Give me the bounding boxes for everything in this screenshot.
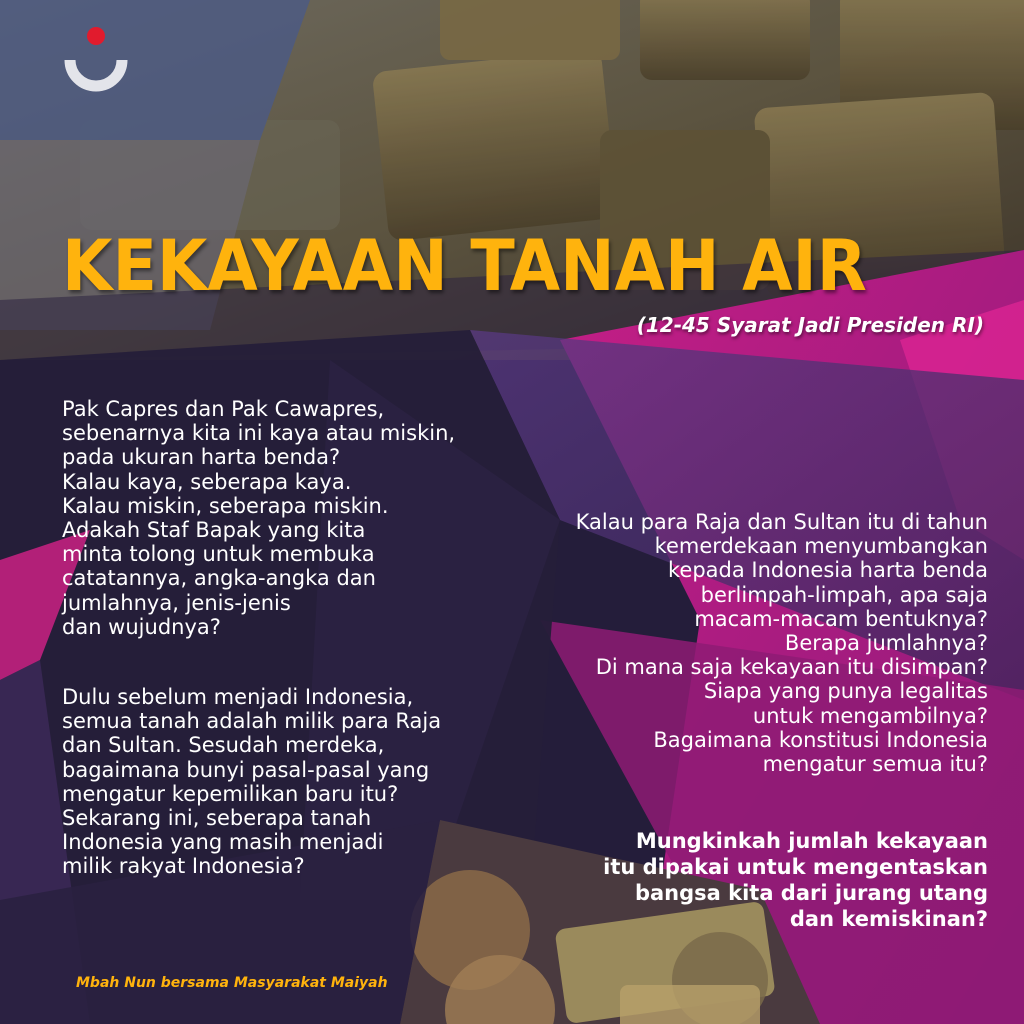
poster-subtitle: (12-45 Syarat Jadi Presiden RI) [636, 313, 984, 337]
left-paragraph-2: Dulu sebelum menjadi Indonesia, semua tanah adalah milik para Raja dan Sultan. Sesudah merdeka, bagaimana bunyi pasal-pasal yang mengatur kepemilikan baru itu? Sekarang ini, seberapa tanah Indonesia yang masih menjadi milik rakyat Indonesia? [62, 685, 442, 879]
maiyah-logo-icon [56, 26, 136, 106]
left-paragraph-1: Pak Capres dan Pak Cawapres, sebenarnya kita ini kaya atau miskin, pada ukuran harta benda? Kalau kaya, seberapa kaya. Kalau miskin, seberapa miskin. Adakah Staf Bapak yang kita minta tolong untuk membuka catatannya, angka-angka dan jumlahnya, jenis-jenis dan wujudnya? [62, 397, 456, 639]
footer-credit: Mbah Nun bersama Masyarakat Maiyah [76, 975, 388, 991]
right-paragraph-1: Kalau para Raja dan Sultan itu di tahun kemerdekaan menyumbangkan kepada Indonesia harta benda berlimpah-limpah, apa saja macam-macam bentuknya? Berapa jumlahnya? Di mana saja kekayaan itu disimpan? Siapa yang punya legalitas untuk mengambilnya? Bagaimana konstitusi Indonesia mengatur semua itu? [575, 510, 988, 777]
poster-title: KEKAYAAN TANAH AIR [62, 225, 867, 307]
right-paragraph-2: Mungkinkah jumlah kekayaan itu dipakai untuk mengentaskan bangsa kita dari jurang utang dan kemiskinan? [603, 829, 988, 931]
